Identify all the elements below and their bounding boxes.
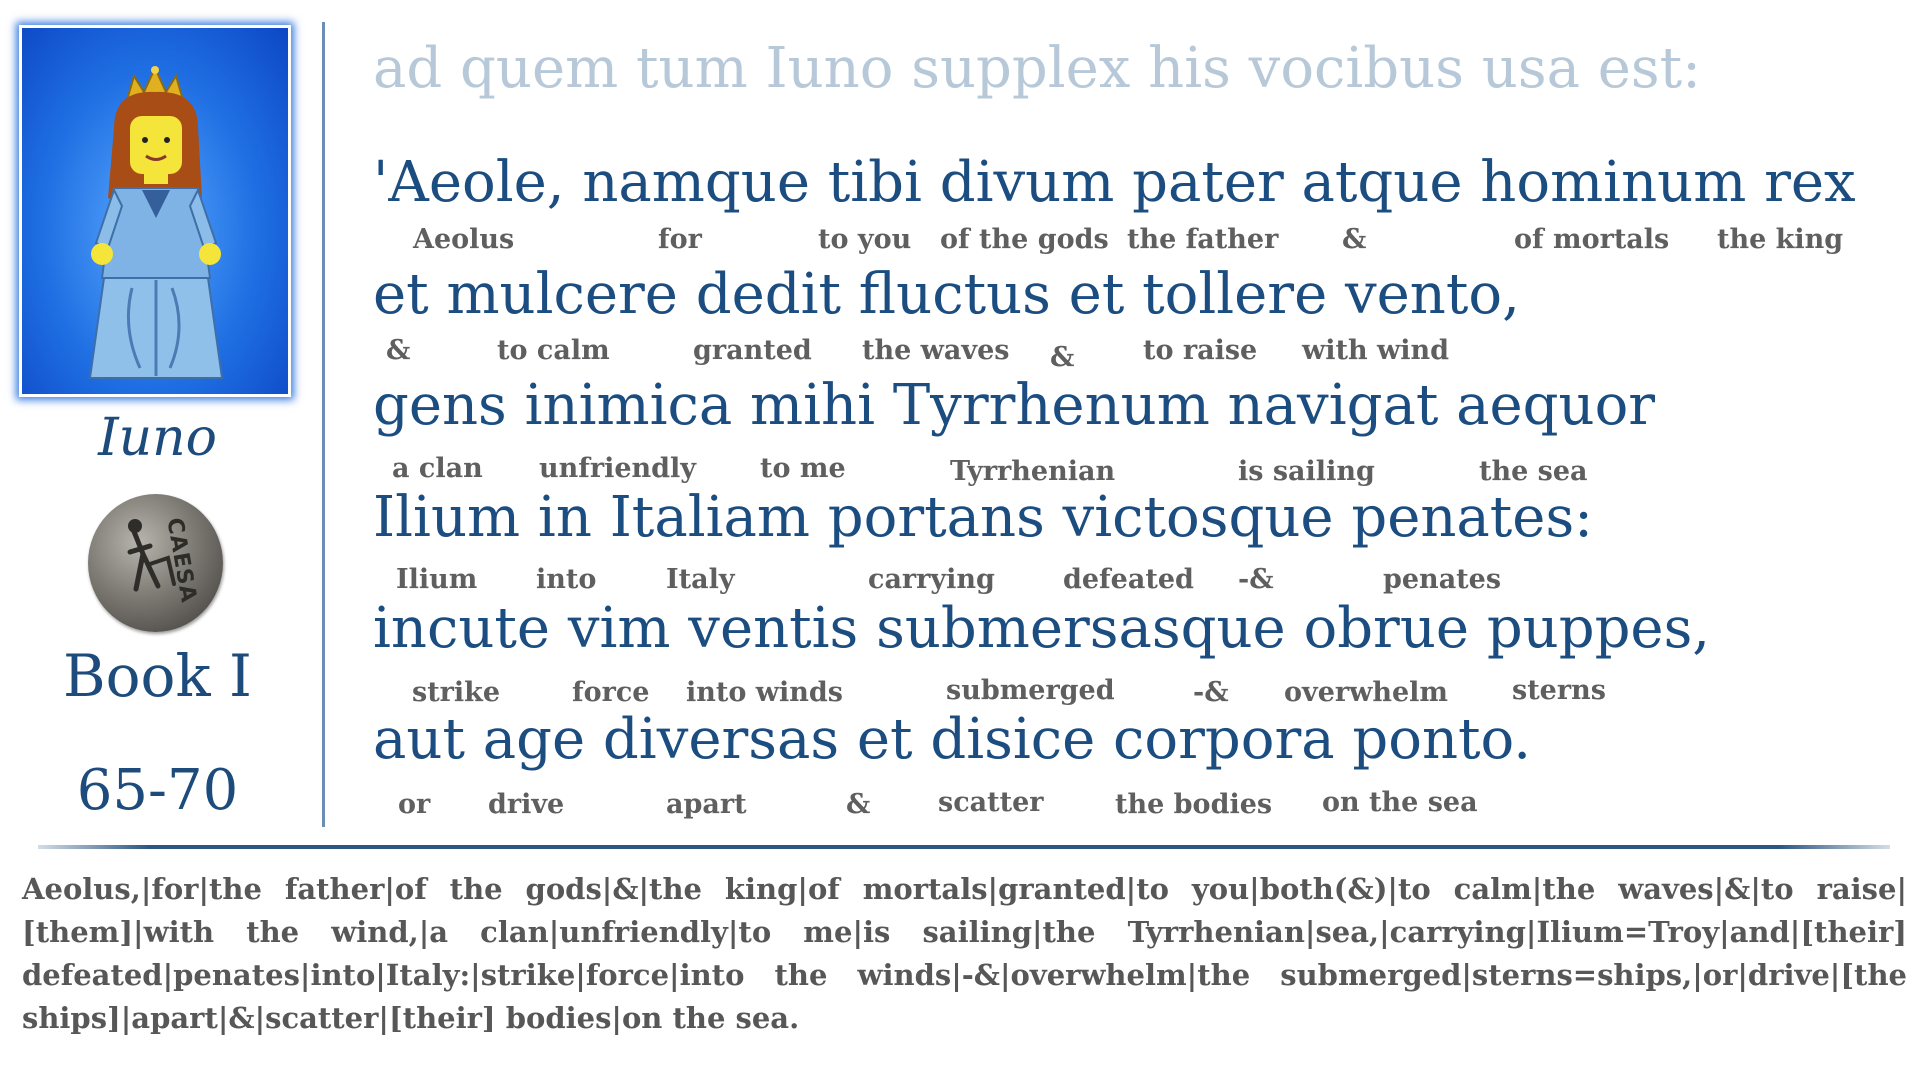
latin-verse-1: 'Aeole, namque tibi divum pater atque hominum rex bbox=[373, 150, 1856, 215]
intro-line: ad quem tum Iuno supplex his vocibus usa est: bbox=[373, 36, 1702, 101]
gloss-word: a clan bbox=[392, 453, 483, 484]
latin-verse-5: incute vim ventis submersasque obrue puppes, bbox=[373, 596, 1711, 661]
book-label: Book I bbox=[63, 642, 252, 710]
gloss-word: drive bbox=[488, 789, 565, 820]
gloss-word: overwhelm bbox=[1284, 677, 1448, 708]
latin-verse-4: Ilium in Italiam portans victosque penates: bbox=[373, 485, 1594, 550]
gloss-word: granted bbox=[693, 335, 812, 366]
gloss-word: unfriendly bbox=[539, 453, 696, 484]
horizontal-divider bbox=[38, 845, 1890, 849]
lego-juno-figure-icon bbox=[22, 28, 288, 394]
gloss-word: with wind bbox=[1302, 335, 1450, 366]
gloss-word: of mortals bbox=[1514, 224, 1670, 255]
gloss-word: force bbox=[572, 677, 650, 708]
gloss-word: -& bbox=[1193, 677, 1229, 708]
roman-coin-icon bbox=[88, 494, 223, 632]
gloss-word: on the sea bbox=[1322, 787, 1478, 818]
latin-verse-3: gens inimica mihi Tyrrhenum navigat aequor bbox=[373, 373, 1656, 438]
gloss-word: scatter bbox=[938, 787, 1044, 818]
gloss-word: & bbox=[846, 789, 871, 820]
gloss-word: & bbox=[386, 335, 411, 366]
gloss-word: to raise bbox=[1143, 335, 1258, 366]
gloss-word: of the gods bbox=[940, 224, 1109, 255]
coin-figures-icon bbox=[88, 494, 223, 632]
gloss-word: into bbox=[536, 564, 597, 595]
gloss-word: submerged bbox=[946, 675, 1115, 706]
character-name: Iuno bbox=[98, 408, 217, 468]
gloss-word: apart bbox=[666, 789, 747, 820]
gloss-word: to calm bbox=[497, 335, 610, 366]
gloss-word: or bbox=[398, 789, 431, 820]
gloss-word: & bbox=[1342, 224, 1367, 255]
gloss-word: to you bbox=[818, 224, 912, 255]
gloss-word: to me bbox=[760, 453, 846, 484]
line-range: 65-70 bbox=[76, 758, 239, 823]
gloss-word: strike bbox=[412, 677, 501, 708]
coin-inscription: CAESA bbox=[161, 516, 201, 606]
gloss-word: Tyrrhenian bbox=[950, 456, 1116, 487]
gloss-word: the sea bbox=[1479, 456, 1588, 487]
gloss-word: & bbox=[1050, 342, 1075, 373]
latin-verse-2: et mulcere dedit fluctus et tollere vento, bbox=[373, 262, 1520, 327]
vertical-divider bbox=[322, 22, 325, 827]
gloss-word: sterns bbox=[1512, 675, 1606, 706]
gloss-word: -& bbox=[1238, 564, 1274, 595]
gloss-word: the bodies bbox=[1115, 789, 1273, 820]
gloss-word: Ilium bbox=[396, 564, 478, 595]
gloss-word: defeated bbox=[1063, 564, 1194, 595]
english-translation: Aeolus,|for|the father|of the gods|&|the king|of mortals|granted|to you|both(&)|to calm|the waves|&|to raise|[them]|with the wind,|a clan|unfriendly|to me|is sailing|the Tyrrhenian|sea,|carrying|Ilium=Troy|and|[their] defeated|penates|into|Italy:|strike|force|into the winds|-&|overwhelm|the submerged|sterns=ships,|or|drive|[the ships]|apart|&|scatter|[their] bodies|on the sea. bbox=[22, 872, 1907, 1035]
gloss-word: carrying bbox=[868, 564, 995, 595]
gloss-word: the waves bbox=[862, 335, 1010, 366]
gloss-word: for bbox=[658, 224, 702, 255]
gloss-word: Italy bbox=[666, 564, 735, 595]
gloss-word: into winds bbox=[686, 677, 843, 708]
character-photo bbox=[22, 28, 288, 394]
gloss-word: is sailing bbox=[1238, 456, 1375, 487]
latin-verse-6: aut age diversas et disice corpora ponto. bbox=[373, 707, 1532, 772]
gloss-word: penates bbox=[1383, 564, 1502, 595]
gloss-word: the king bbox=[1717, 224, 1844, 255]
gloss-word: the father bbox=[1127, 224, 1279, 255]
gloss-word: Aeolus bbox=[413, 224, 515, 255]
